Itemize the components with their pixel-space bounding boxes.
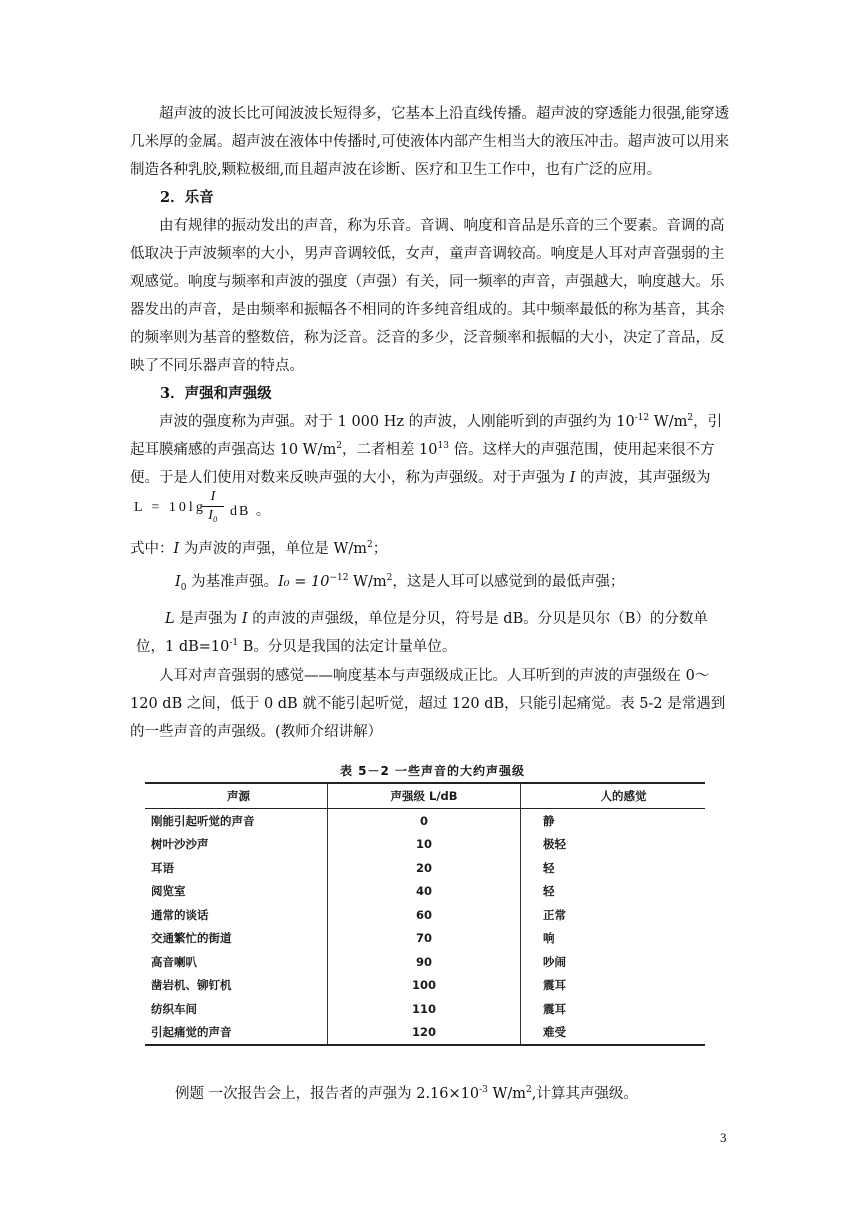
cell-feeling: 震耳 bbox=[521, 997, 706, 1021]
table-row bbox=[145, 950, 705, 974]
table-row bbox=[145, 974, 705, 998]
table-row bbox=[145, 880, 705, 904]
cell-feeling: 静 bbox=[521, 809, 706, 833]
header-source: 声源 bbox=[145, 783, 328, 809]
formula-fraction: I I₀ bbox=[202, 488, 224, 525]
definition-line-I: 式中：I 为声波的声强，单位是 $W/m^2$； bbox=[130, 540, 388, 557]
table-header-row bbox=[145, 783, 705, 809]
formula-unit: dB 。 bbox=[230, 504, 272, 519]
cell-level: 100 bbox=[328, 974, 521, 998]
table-row bbox=[145, 833, 705, 857]
cell-level: 90 bbox=[328, 950, 521, 974]
cell-feeling: 极轻 bbox=[521, 833, 706, 857]
cell-source: 通常的谈话 bbox=[151, 907, 209, 922]
sound-level-table bbox=[145, 782, 705, 1046]
cell-feeling: 难受 bbox=[521, 1021, 706, 1046]
paragraph-ultrasound: 超声波的波长比可闻波波长短得多，它基本上沿直线传播。超声波的穿透能力很强,能穿透几米厚的金属。超声波在液体中传播时,可使液体内部产生相当大的液压冲击。超声波可以用来制造各种乳胶,颗粒极细,而且超声波在诊断、医疗和卫生工作中，也有广泛的应用。 bbox=[130, 106, 730, 178]
cell-level: 70 bbox=[328, 927, 521, 951]
formula-lhs: L = 10lg bbox=[134, 500, 206, 515]
cell-level: 110 bbox=[328, 997, 521, 1021]
cell-source: 树叶沙沙声 bbox=[151, 837, 209, 852]
table-row bbox=[145, 856, 705, 880]
table-row bbox=[145, 927, 705, 951]
cell-source: 耳语 bbox=[151, 860, 174, 875]
table-row bbox=[145, 809, 705, 833]
cell-level: 120 bbox=[328, 1021, 521, 1046]
table-row bbox=[145, 903, 705, 927]
table-row bbox=[145, 997, 705, 1021]
page-number: 3 bbox=[720, 1130, 727, 1145]
header-feeling: 人的感觉 bbox=[521, 783, 706, 809]
example-problem: 例题 一次报告会上，报告者的声强为 $2.16\times 10^{-3}$ $W/m^2$,计算其声强级。 bbox=[175, 1085, 638, 1102]
cell-feeling: 正常 bbox=[521, 903, 706, 927]
cell-source: 凿岩机、铆钉机 bbox=[151, 978, 232, 993]
cell-level: 40 bbox=[328, 880, 521, 904]
paragraph-sound-intensity: 声波的强度称为声强。对于 1 000 Hz 的声波，人刚能听到的声强约为 $10^{-12}$ $W/m^2$，引起耳膜痛感的声强高达 10 $W/m^2$，二者相差 $10^{13}$ 倍。这样大的声强范围，使用起来很不方便。于是人们使用对数来反映声强的大小，称为声强级。对于声强为 I 的声波，其声强级为 bbox=[130, 413, 723, 486]
cell-source: 阅览室 bbox=[151, 884, 186, 899]
table-title: 表 5－2 一些声音的大约声强级 bbox=[340, 764, 526, 778]
cell-feeling: 轻 bbox=[521, 856, 706, 880]
cell-level: 10 bbox=[328, 833, 521, 857]
cell-source: 纺织车间 bbox=[151, 1001, 197, 1016]
header-level: 声强级 L/dB bbox=[328, 783, 521, 809]
cell-level: 60 bbox=[328, 903, 521, 927]
table-row bbox=[145, 1021, 705, 1046]
cell-source: 引起痛觉的声音 bbox=[145, 1021, 328, 1046]
definition-line-I0: $I_0$ 为基准声强。$I_0 = 10^{-12}$ $W/m^2$，这是人耳可以感觉到的最低声强； bbox=[175, 573, 625, 593]
cell-feeling: 响 bbox=[521, 927, 706, 951]
cell-level: 20 bbox=[328, 856, 521, 880]
cell-feeling: 轻 bbox=[521, 880, 706, 904]
cell-level: 0 bbox=[328, 809, 521, 833]
cell-source: 刚能引起听觉的声音 bbox=[151, 813, 255, 828]
cell-feeling: 吵闹 bbox=[521, 950, 706, 974]
cell-source: 交通繁忙的街道 bbox=[151, 931, 232, 946]
paragraph-loudness: 人耳对声音强弱的感觉——响度基本与声强级成正比。人耳听到的声波的声强级在 0～120 dB 之间，低于 0 dB 就不能引起听觉，超过 120 dB，只能引起痛觉。表 5-2 是常遇到的一些声音的声强级。(教师介绍讲解） bbox=[130, 668, 726, 740]
cell-source: 高音喇叭 bbox=[151, 954, 197, 969]
section-heading-musical-tone: 2．乐音 bbox=[160, 189, 214, 206]
definition-paragraph-L: L 是声强为 I 的声波的声强级，单位是分贝，符号是 dB。分贝是贝尔（B）的分数单位，1 $dB=10^{-1}$ B。分贝是我国的法定计量单位。 bbox=[136, 611, 708, 655]
paragraph-musical-tone: 由有规律的振动发出的声音，称为乐音。音调、响度和音品是乐音的三个要素。音调的高低取决于声波频率的大小，男声音调较低，女声，童声音调较高。响度是人耳对声音强弱的主观感觉。响度与频率和声波的强度（声强）有关，同一频率的声音，声强越大，响度越大。乐器发出的声音，是由频率和振幅各不相同的许多纯音组成的。其中频率最低的称为基音，其余的频率则为基音的整数倍，称为泛音。泛音的多少，泛音频率和振幅的大小，决定了音品，反映了不同乐器声音的特点。 bbox=[130, 218, 725, 374]
section-heading-sound-intensity: 3．声强和声强级 bbox=[160, 385, 272, 402]
cell-feeling: 震耳 bbox=[521, 974, 706, 998]
